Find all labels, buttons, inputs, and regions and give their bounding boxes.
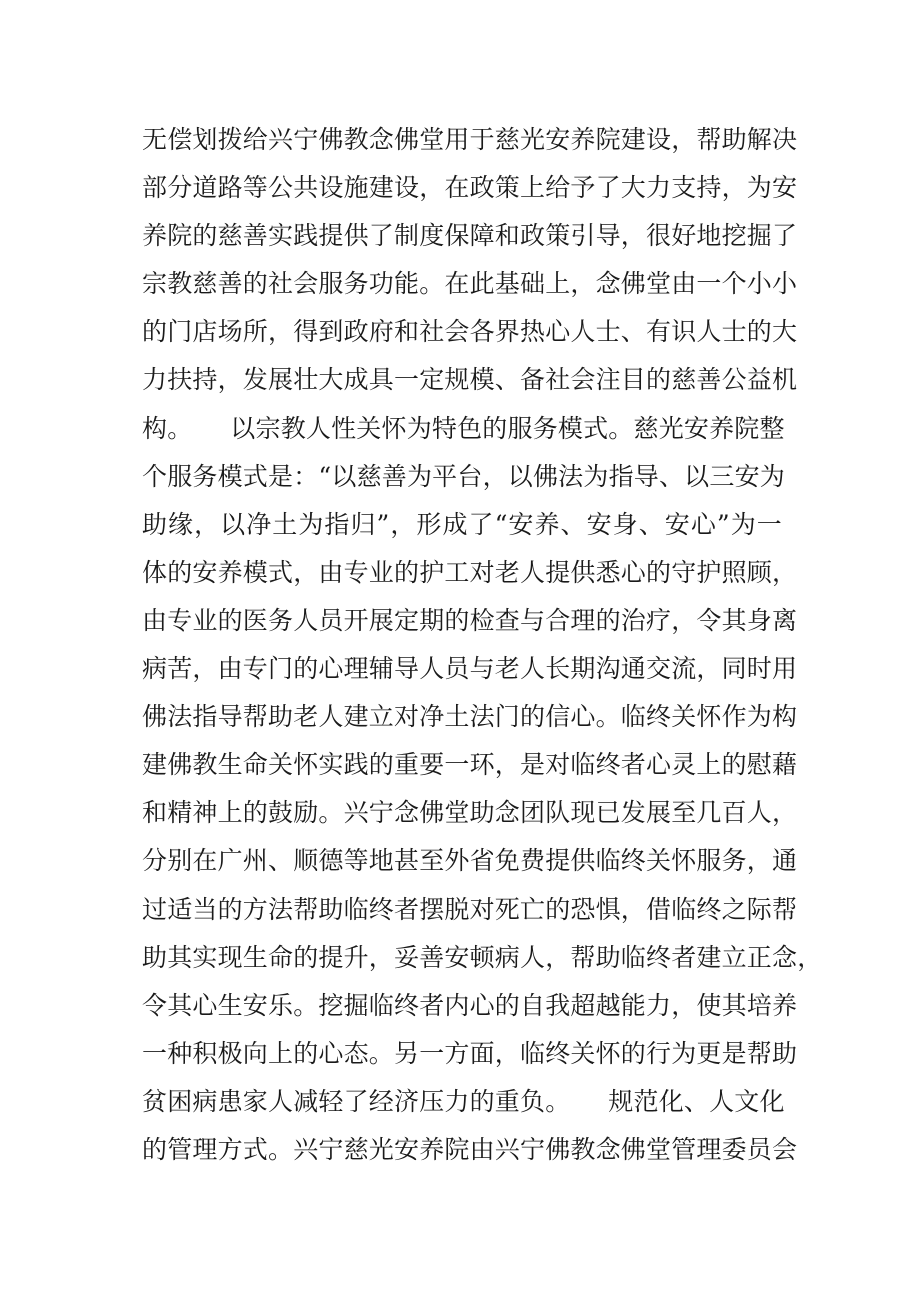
text-line: 助缘，以净土为指归”，形成了“安养、安身、安心”为一 [142, 509, 782, 539]
text-line: 由专业的医务人员开展定期的检查与合理的治疗，令其身离 [142, 605, 798, 635]
text-line: 力扶持，发展壮大成具一定规模、备社会注目的慈善公益机 [142, 365, 798, 395]
text-line: 部分道路等公共设施建设，在政策上给予了大力支持，为安 [142, 173, 798, 203]
text-line: 个服务模式是：“以慈善为平台，以佛法为指导、以三安为 [142, 461, 785, 491]
text-line: 分别在广州、顺德等地甚至外省免费提供临终关怀服务，通 [142, 846, 798, 876]
text-line: 令其心生安乐。挖掘临终者内心的自我超越能力，使其培养 [142, 990, 798, 1020]
text-line: 病苦，由专门的心理辅导人员与老人长期沟通交流，同时用 [142, 654, 798, 684]
text-line: 的管理方式。兴宁慈光安养院由兴宁佛教念佛堂管理委员会 [142, 1134, 798, 1164]
text-line: 助其实现生命的提升，妥善安顿病人，帮助临终者建立正念， [142, 942, 823, 972]
body-text [142, 116, 823, 1174]
text-line: 和精神上的鼓励。兴宁念佛堂助念团队现已发展至几百人， [142, 798, 798, 828]
text-line: 过适当的方法帮助临终者摆脱对死亡的恐惧，借临终之际帮 [142, 894, 798, 924]
text-line: 宗教慈善的社会服务功能。在此基础上，念佛堂由一个小小 [142, 269, 798, 299]
text-line: 贫困病患家人减轻了经济压力的重负。 规范化、人文化 [142, 1086, 785, 1116]
text-line: 的门店场所，得到政府和社会各界热心人士、有识人士的大 [142, 317, 798, 347]
text-line: 佛法指导帮助老人建立对净土法门的信心。临终关怀作为构 [142, 702, 798, 732]
text-line: 构。 以宗教人性关怀为特色的服务模式。慈光安养院整 [142, 413, 785, 443]
text-line: 建佛教生命关怀实践的重要一环，是对临终者心灵上的慰藉 [142, 750, 798, 780]
text-line: 体的安养模式，由专业的护工对老人提供悉心的守护照顾， [142, 557, 798, 587]
text-line: 养院的慈善实践提供了制度保障和政策引导，很好地挖掘了 [142, 221, 798, 251]
text-line: 一种积极向上的心态。另一方面，临终关怀的行为更是帮助 [142, 1038, 798, 1068]
text-line: 无偿划拨给兴宁佛教念佛堂用于慈光安养院建设，帮助解决 [142, 125, 798, 154]
